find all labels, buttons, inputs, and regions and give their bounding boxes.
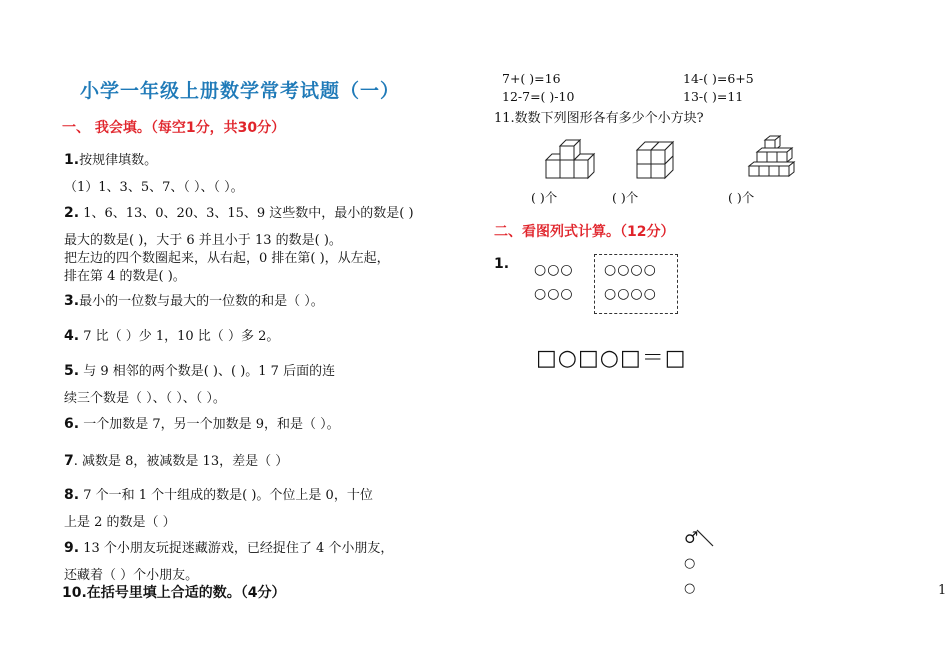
question-5-line-1: [64, 360, 335, 379]
question-5-text: 与 9 相邻的两个数是( )、( )。1 7 后面的连: [79, 364, 336, 379]
cube-figure-3: [743, 134, 803, 186]
question-4-number: 4.: [64, 328, 80, 344]
question-11-blank-3: ( )个: [728, 190, 755, 205]
circles-left-row-2: ○○○: [534, 286, 574, 302]
equation-template: □○□○□＝□: [536, 346, 687, 371]
question-8-line-2: 上是 2 的数是（ ）: [64, 515, 176, 530]
question-2-line-3: 把左边的四个数圈起来，从右起，0 排在第( )，从左起，: [64, 251, 390, 266]
fill-equation-a2: 14-( )=6+5: [683, 71, 754, 86]
question-2-text: 1、6、13、0、20、3、15、9 这些数中，最小的数是( ): [79, 206, 414, 221]
question-4-text: 7 比（ ）少 1，10 比（ ）多 2。: [79, 329, 280, 344]
question-11-blank-1: ( )个: [531, 190, 558, 205]
fill-equation-a1: 7+( )=16: [502, 71, 561, 86]
scribble-mark-1: ♂: [684, 528, 699, 547]
circles-right-row-2: ○○○○: [604, 286, 657, 302]
question-2-line-4: 排在第 4 的数是( )。: [64, 269, 186, 284]
section-2-question-1-number: 1.: [494, 256, 510, 272]
scribble-mark-2: ○: [684, 556, 696, 571]
question-5-number: 5.: [64, 363, 80, 379]
question-8-text: 7 个一和 1 个十组成的数是( )。个位上是 0，十位: [79, 488, 373, 503]
question-6-text: 一个加数是 7，另一个加数是 9，和是（ ）。: [79, 417, 340, 432]
question-3: [64, 290, 324, 309]
question-11-blank-2: ( )个: [612, 190, 639, 205]
slash-mark: [695, 528, 717, 548]
question-4: [64, 325, 279, 344]
page-number: 1: [938, 583, 947, 598]
question-10-heading: 10.在括号里填上合适的数。（4分）: [62, 585, 286, 601]
question-7: [64, 450, 288, 469]
question-1-sub: （1）1、3、5、7、（ ）、（ ）。: [64, 180, 244, 195]
cube-figure-1: [540, 132, 602, 184]
circles-right-row-1: ○○○○: [604, 262, 657, 278]
question-9-line-1: [64, 537, 393, 556]
question-7-number: 7: [64, 453, 74, 469]
question-2-number: 2.: [64, 205, 80, 221]
question-3-number: 3.: [64, 293, 80, 309]
scribble-mark-3: ○: [684, 581, 696, 596]
question-1: [64, 149, 157, 168]
question-9-text: 13 个小朋友玩捉迷藏游戏，已经捉住了 4 个小朋友，: [79, 541, 394, 556]
question-3-text: 最小的一位数与最大的一位数的和是（ ）。: [79, 294, 324, 309]
fill-equation-b2: 13-( )=11: [683, 89, 744, 104]
question-2-line-1: [64, 202, 414, 221]
section-2-heading: 二、看图列式计算。（12分）: [494, 224, 675, 240]
question-1-number: 1.: [64, 152, 80, 168]
cube-figure-2: [633, 138, 685, 184]
question-5-line-2: 续三个数是（ ）、（ ）、（ ）。: [64, 391, 226, 406]
question-7-text: . 减数是 8，被减数是 13，差是（ ）: [73, 454, 289, 469]
circles-left-row-1: ○○○: [534, 262, 574, 278]
section-1-heading: 一、 我会填。（每空1分，共30分）: [62, 120, 286, 136]
question-6-number: 6.: [64, 416, 80, 432]
fill-equation-b1: 12-7=( )-10: [502, 89, 575, 104]
page-title: 小学一年级上册数学常考试题（一）: [80, 80, 401, 102]
question-1-text: 按规律填数。: [79, 153, 158, 168]
question-2-line-2: 最大的数是( )，大于 6 并且小于 13 的数是( )。: [64, 233, 342, 248]
question-11-heading: 11.数数下列图形各有多少个小方块?: [494, 111, 704, 126]
question-8-line-1: [64, 484, 373, 503]
question-9-line-2: 还藏着（ ）个小朋友。: [64, 568, 199, 583]
question-8-number: 8.: [64, 487, 80, 503]
question-6: [64, 413, 340, 432]
question-9-number: 9.: [64, 540, 80, 556]
